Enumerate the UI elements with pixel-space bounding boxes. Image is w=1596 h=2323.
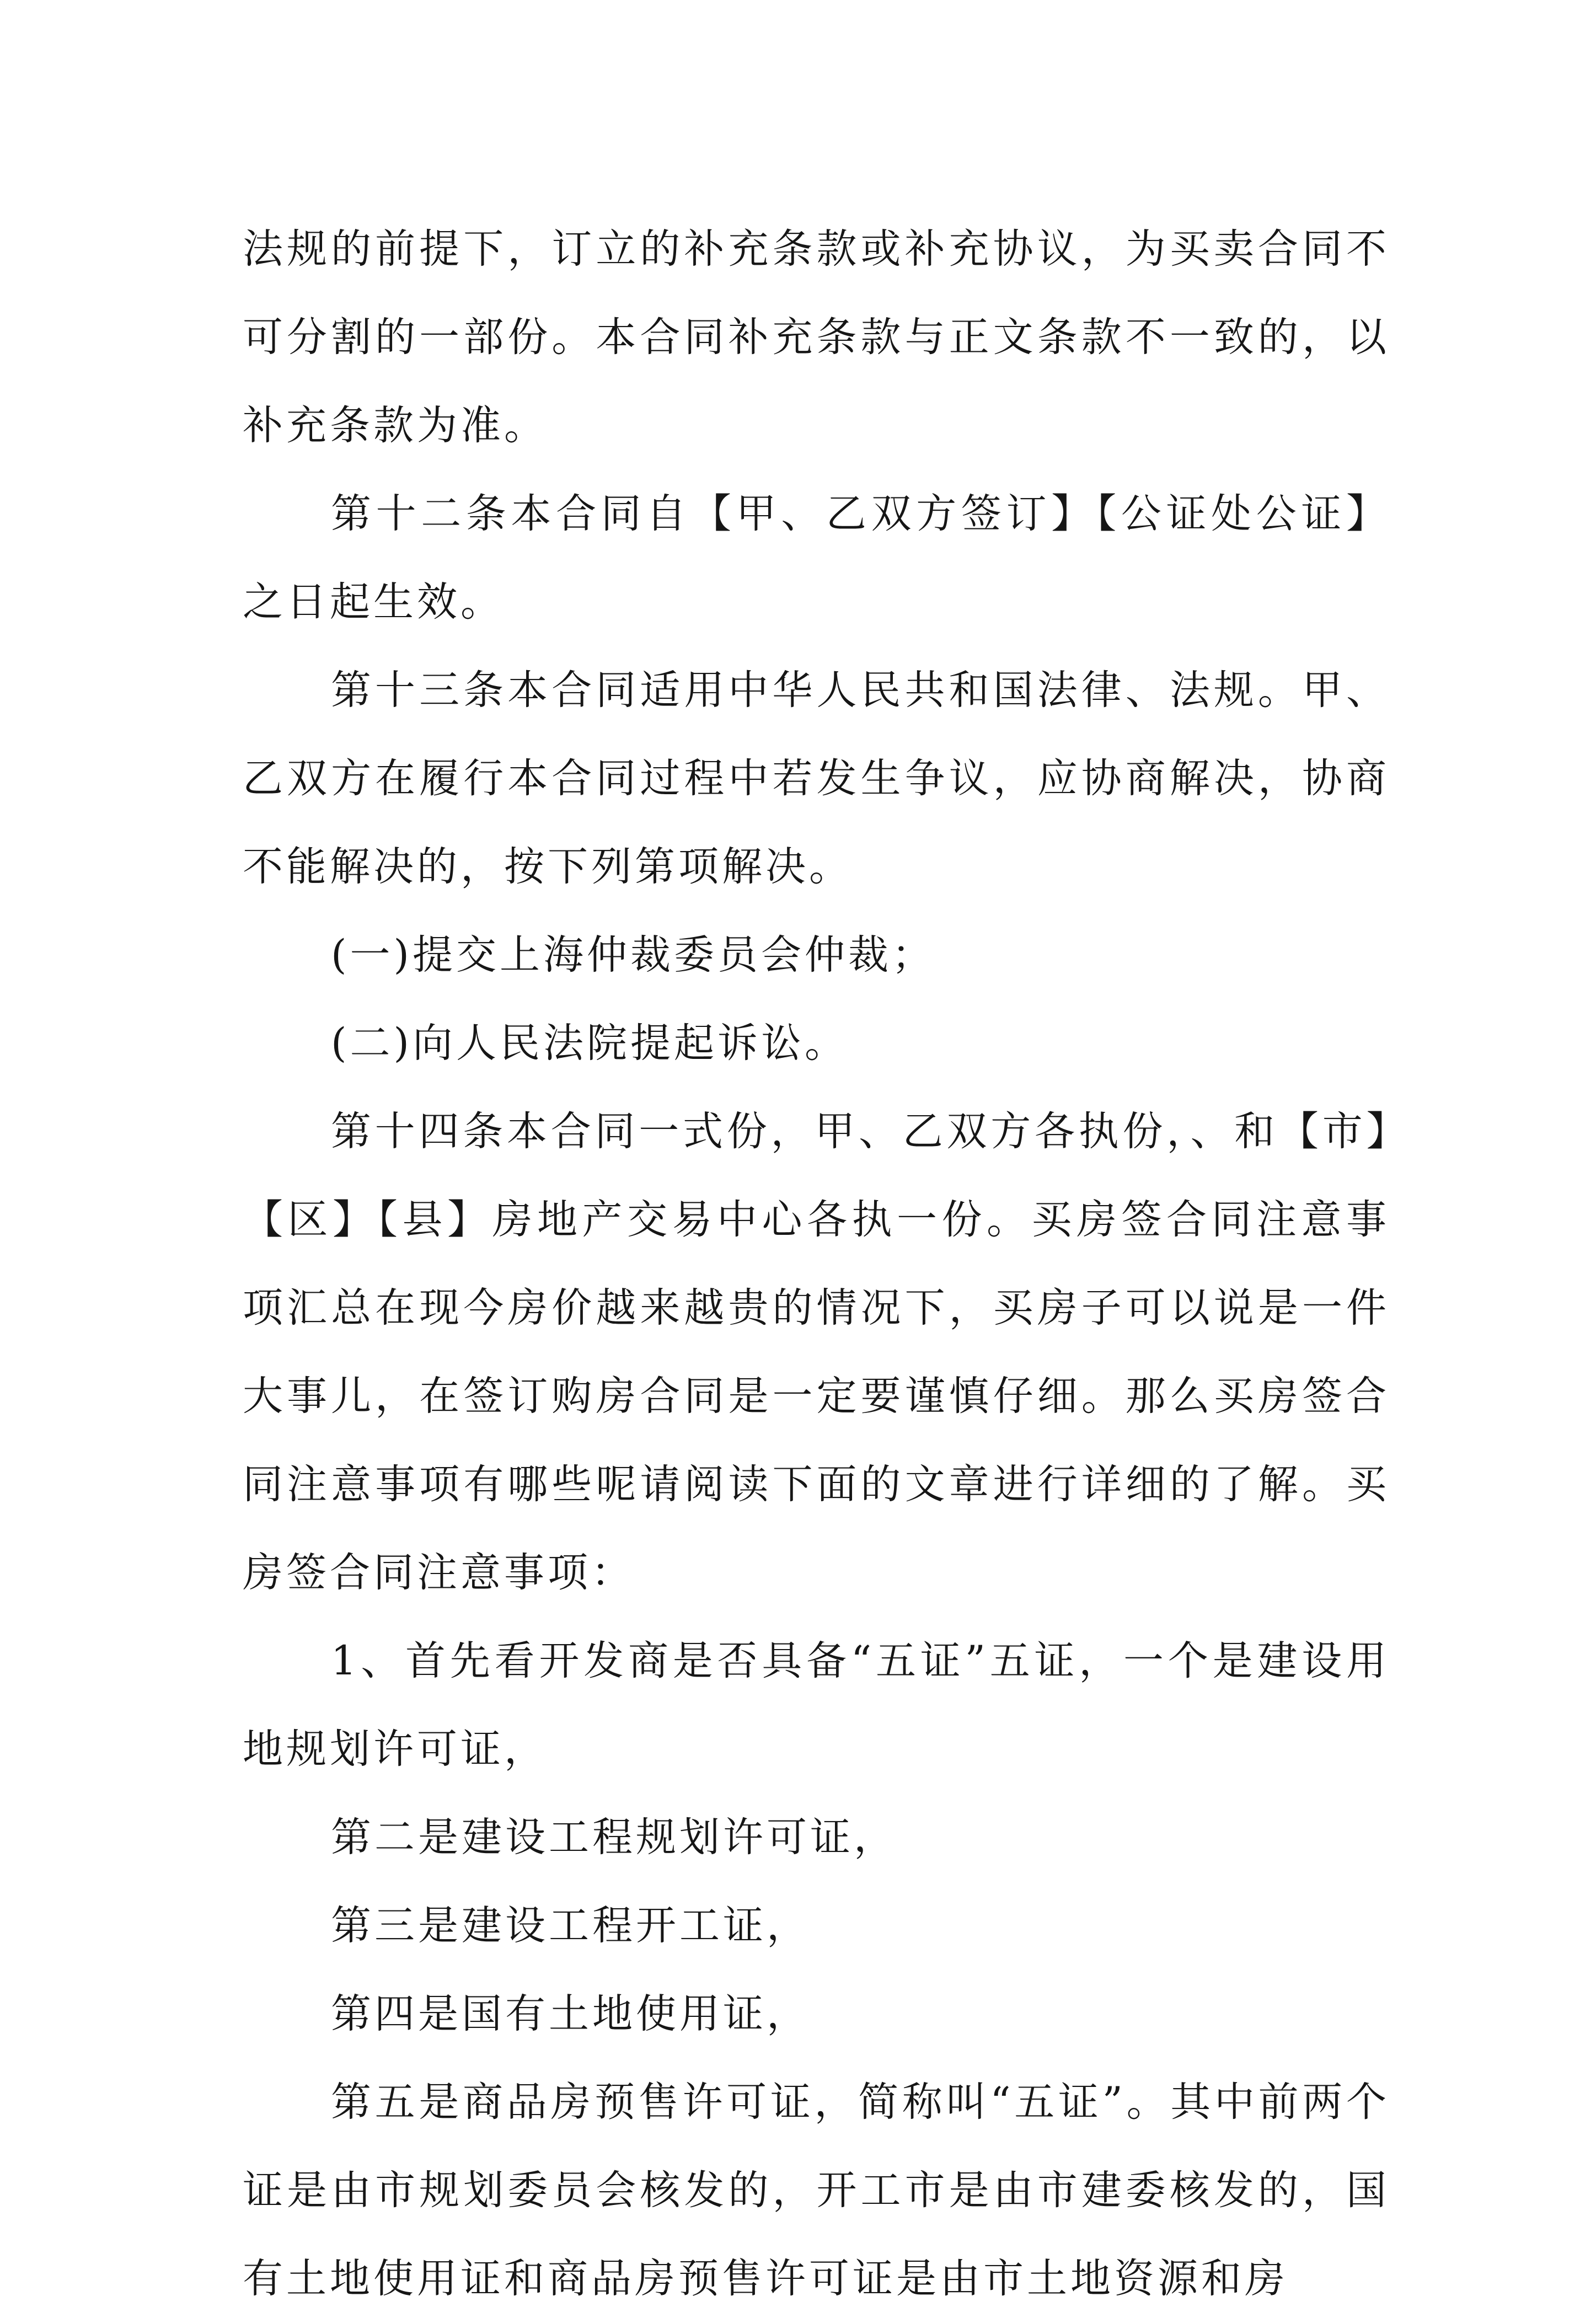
paragraph: 第十二条本合同自【甲、乙双方签订】【公证处公证】之日起生效。 (243, 490, 1390, 625)
paragraph: 1、首先看开发商是否具备“五证”五证，一个是建设用地规划许可证， (243, 1637, 1390, 1773)
paragraph: 第十四条本合同一式份，甲、乙双方各执份，、和【市】【区】【县】房地产交易中心各执一份。买房签合同注意事项汇总在现今房价越来越贵的情况下，买房子可以说是一件大事儿，在签订购房合同是一定要谨慎仔细。那么买房签合同注意事项有哪些呢请阅读下面的文章进行详细的了解。买房签合同注意事项： (243, 1108, 1390, 1596)
document-body (243, 205, 1390, 2323)
paragraph: (一)提交上海仲裁委员会仲裁； (331, 932, 935, 978)
paragraph: 第十三条本合同适用中华人民共和国法律、法规。甲、乙双方在履行本合同过程中若发生争议，应协商解决，协商不能解决的，按下列第项解决。 (243, 667, 1390, 890)
paragraph: 第四是国有土地使用证， (331, 1990, 810, 2037)
paragraph: 第五是商品房预售许可证，简称叫“五证”。其中前两个证是由市规划委员会核发的，开工市是由市建委核发的，国有土地使用证和商品房预售许可证是由市土地资源和房 (243, 2079, 1390, 2302)
paragraph: 法规的前提下，订立的补充条款或补充协议，为买卖合同不可分割的一部份。本合同补充条款与正文条款不一致的，以补充条款为准。 (243, 226, 1390, 449)
paragraph: 第二是建设工程规划许可证， (331, 1814, 897, 1861)
paragraph: 第三是建设工程开工证， (331, 1902, 810, 1949)
paragraph: (二)向人民法院提起诉讼。 (331, 1020, 848, 1067)
